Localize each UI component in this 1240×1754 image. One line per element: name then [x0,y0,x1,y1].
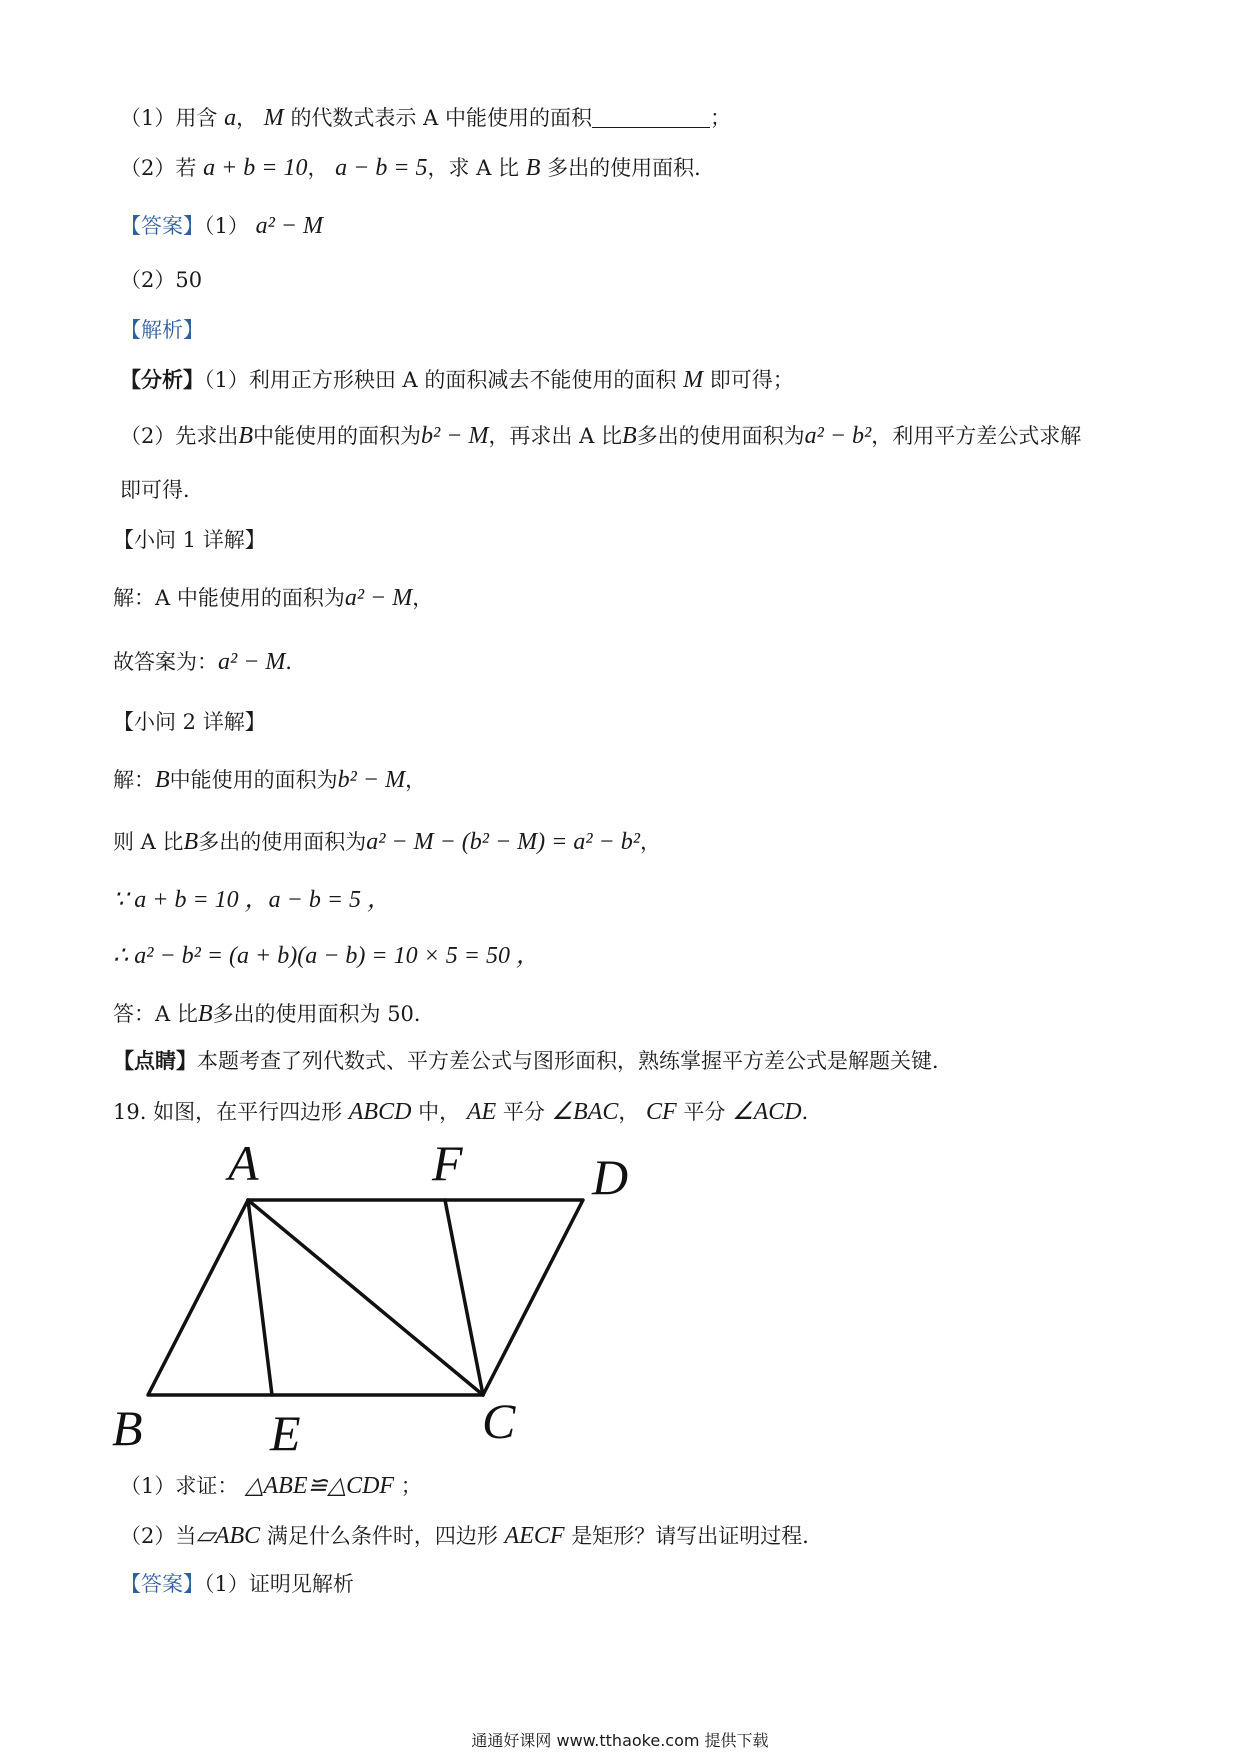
segment-cf [445,1200,483,1395]
label-F: F [432,1140,463,1191]
d2-line5: 答：A 比B多出的使用面积为 50． [113,1001,435,1027]
q18-answer: 【答案】（1） a² − M [120,213,323,239]
d2-line4: ∴ a² − b² = (a + b)(a − b) = 10 × 5 = 50 ， [113,943,540,969]
detail1-tag: 【小问 1 详解】 [113,528,266,552]
d2-line2: 则 A 比B多出的使用面积为a² − M − (b² − M) = a² − b²， [113,829,661,855]
d1-line2: 故答案为：a² − M． [113,649,307,675]
fenxi-line2: （2）先求出B中能使用的面积为b² − M，再求出 A 比B多出的使用面积为a² − b²，利用平方差公式求解 [120,423,1082,449]
q19-sub2: （2）当▱ABC 满足什么条件时，四边形 AECF 是矩形？请写出证明过程． [120,1523,824,1549]
detail2-tag: 【小问 2 详解】 [113,710,266,734]
segment-ac [248,1200,483,1395]
fenxi-line1: 【分析】（1）利用正方形秧田 A 的面积减去不能使用的面积 M 即可得； [120,367,794,393]
parallelogram-figure [100,1140,660,1460]
fenxi-line3: 即可得． [120,478,204,502]
label-C: C [482,1393,516,1449]
q19-answer: 【答案】（1）证明见解析 [120,1572,354,1596]
q18-sub1: （1）用含 a， M 的代数式表示 A 中能使用的面积 ； [120,105,731,131]
q18-answer2: （2）50 [120,268,203,292]
d2-line3: ∵ a + b = 10 ，a − b = 5 ， [113,887,392,913]
analysis-tag: 【解析】 [120,318,204,342]
q19-stem: 19. 如图，在平行四边形 ABCD 中， AE 平分 ∠BAC， CF 平分 ∠ACD． [113,1099,823,1125]
answer-blank [592,107,710,128]
answer-tag: 【答案】 [120,214,204,238]
q19-sub1: （1）求证： △ABE≌△CDF ； [120,1473,422,1499]
label-B: B [112,1400,143,1456]
d2-line1: 解：B中能使用的面积为b² − M， [113,767,427,793]
label-D: D [592,1149,629,1205]
label-E: E [270,1405,301,1460]
label-A: A [228,1140,259,1191]
dianjing: 【点睛】本题考查了列代数式、平方差公式与图形面积，熟练掌握平方差公式是解题关键． [113,1048,953,1073]
segment-ae [248,1200,272,1395]
footer-source: 通通好课网 www.tthaoke.com 提供下载 [471,1731,769,1750]
d1-line1: 解：A 中能使用的面积为a² − M， [113,585,434,611]
q18-sub2: （2）若 a + b = 10， a − b = 5，求 A 比 B 多出的使用面积． [120,155,716,181]
